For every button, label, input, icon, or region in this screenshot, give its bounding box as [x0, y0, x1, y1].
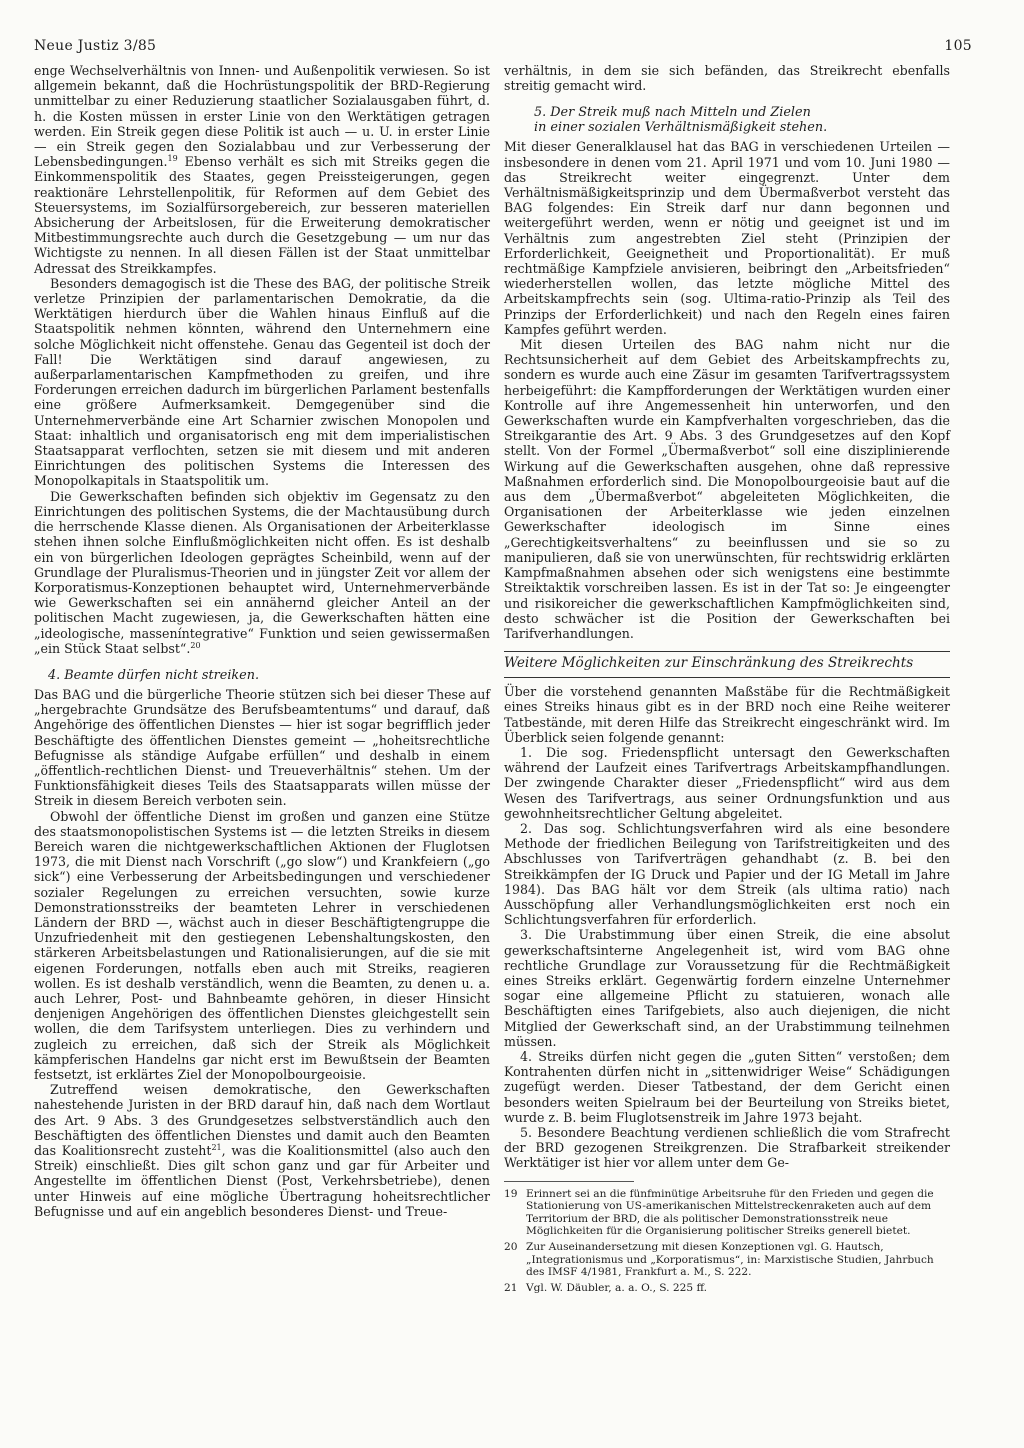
paragraph: Zutreffend weisen demokratische, den Gewerkschaften nahestehende Juristen in der BRD darauf hin, daß nach dem Wortlaut des Art. 9 Abs. 3 des Grundgesetzes selbstverständlich auch den Beschäftigten des öffentlichen Dienstes und damit auch den Beamten das Koalitionsrecht zusteht$^{21}$, was die Koalitionsmittel (also auch den Streik) einschließt. Dies gilt schon ganz und gar für Arbeiter und Angestellte im öffentlichen Dienst (Post, Verkehrsbetriebe), denen unter Hinweis auf eine mögliche Übertragung hoheitsrechtlicher Befugnisse und auf ein angeblich besonderes Dienst- und Treue- — [34, 1082, 490, 1219]
list-item: 3. Die Urabstimmung über einen Streik, die eine absolut gewerkschaftsinterne Angelegenheit ist, wird vom BAG ohne rechtliche Grundlage zur Voraussetzung für die Rechtmäßigkeit eines Streiks erklärt. Gegenwärtig fordern einzelne Unternehmer sogar eine allgemeine Pflicht zu statuieren, wonach alle Beschäftigten eines Tarifgebiets, also auch diejenigen, die nicht Mitglied der Gewerkschaft sind, an der Urabstimmung teilnehmen müssen. — [504, 927, 950, 1049]
footnote-ref[interactable]: 21 — [211, 1142, 222, 1152]
subheading-4: 4. Beamte dürfen nicht streiken. — [48, 667, 260, 683]
paragraph: Besonders demagogisch ist die These des BAG, der politische Streik verletze Prinzipien der parlamentarischen Demokratie, da die Werktätigen hierdurch über die Wahlen hinaus Einfluß auf die Staatspolitik nehmen könnten, während den Unternehmern eine solche Möglichkeit nicht offenstehe. Genau das Gegenteil ist doch der Fall! Die Werktätigen sind darauf angewiesen, zu außerparlamentarischen Kampfmethoden zu greifen, und ihre Forderungen erreichen dadurch im bürgerlichen Parlament bestenfalls eine größere Aufmerksamkeit. Demgegenüber sind die Unternehmerverbände eine Art Scharnier zwischen Monopolen und Staat: inhaltlich und organisatorisch eng mit dem imperialistischen Staatsapparat verflochten, setzen sie mit diesem und mit anderen Einrichtungen des politischen Systems die Interessen des Monopolkapitals in Staatspolitik um. — [34, 275, 490, 489]
list-item: 1. Die sog. Friedenspflicht untersagt den Gewerkschaften während der Laufzeit eines Tarifvertrags Arbeitskampfhandlungen. Der zwingende Charakter dieser „Friedenspflicht“ wird aus dem Wesen des Tarifvertrags, aus seiner Ordnungsfunktion und aus gewohnheitsrechtlicher Geltung abgeleitet. — [504, 744, 950, 821]
paragraph: verhältnis, in dem sie sich befänden, das Streikrecht ebenfalls streitig gemacht wird. — [504, 63, 950, 94]
paragraph: enge Wechselverhältnis von Innen- und Außenpolitik verwiesen. So ist allgemein bekannt, daß die Hochrüstungspolitik der BRD-Regierung unmittelbar zu einer Reduzierung staatlicher Sozialausgaben führt, d. h. die Kosten müssen in erster Linie von den Werktätigen getragen werden. Ein Streik gegen diese Politik ist auch — u. U. in erster Linie — ein Streik gegen den Sozialabbau und zur Verbesserung der Lebensbedingungen.$^{19}$ Ebenso verhält es sich mit Streiks gegen die Einkommenspolitik des Staates, gegen Preissteigerungen, gegen reaktionäre Lehrstellenpolitik, für Reformen auf dem Gebiet des Steuersystems, im Sozialfürsorgebereich, zur besseren materiellen Absicherung der Arbeitslosen, für die Erweiterung demokratischer Mitbestimmungsrechte auch durch die Gesetzgebung — um nur das Wichtigste zu nennen. In all diesen Fällen ist der Staat unmittelbar Adressat des Streikkampfes. — [34, 63, 490, 276]
footnote-divider — [504, 1181, 634, 1182]
footnote: 19 Erinnert sei an die fünfminütige Arbeitsruhe für den Frieden und gegen die Stationierung von US-amerikanischen Mittelstreckenraketen auch auf dem Territorium der BRD, die als politischer Demonstrationsstreik neue Möglichkeiten für die Organisierung politischer Streiks generell bietet. — [504, 1187, 934, 1238]
section-divider — [504, 677, 950, 678]
section-divider — [504, 651, 950, 652]
paragraph: Die Gewerkschaften befinden sich objektiv im Gegensatz zu den Einrichtungen des politischen Systems, die der Machtausübung durch die herrschende Klasse dienen. Als Organisationen der Arbeiterklasse stehen ihnen solche Einflußmöglichkeiten nicht offen. Es ist deshalb ein von bürgerlichen Ideologen geprägtes Scheinbild, wenn auf der Grundlage der Pluralismus-Theorien und in jüngster Zeit vor allem der Korporatismus-Konzeptionen behauptet wird, Unternehmerverbände wie Gewerkschaften sei ein annähernd gleicher Anteil an der politischen Macht zugewiesen, ja, die Gewerkschaften hätten eine „ideologische, masseníntegrative“ Funktion und seien gewissermaßen „ein Stück Staat selbst“.$^{20}$ — [34, 488, 490, 656]
footnote-ref[interactable]: 19 — [167, 154, 178, 164]
list-item: 5. Besondere Beachtung verdienen schließlich die vom Strafrecht der BRD gezogenen Streikgrenzen. Die Strafbarkeit streikender Werktätiger ist hier vor allem unter dem Ge- — [504, 1125, 950, 1171]
subheading-5: 5. Der Streik muß nach Mitteln und Zielen in einer sozialen Verhältnismäßigkeit stehen. — [534, 105, 828, 136]
right-column — [504, 63, 950, 1297]
running-header-journal: Neue Justiz 3/85 — [34, 38, 157, 54]
page-number: 105 — [944, 38, 972, 54]
footnote: 21 Vgl. W. Däubler, a. a. O., S. 225 ff. — [504, 1281, 708, 1294]
section-title: Weitere Möglichkeiten zur Einschränkung des Streikrechts — [504, 655, 914, 672]
list-item: 4. Streiks dürfen nicht gegen die „guten Sitten“ verstoßen; dem Kontrahenten dürfen nicht in „sittenwidriger Weise“ Schädigungen zugefügt werden. Dieser Tatbestand, der dem Gericht einen besonders weiten Spielraum bei der Beurteilung von Streiks bietet, wurde z. B. beim Fluglotsenstreik im Jahre 1973 bejaht. — [504, 1048, 950, 1125]
paragraph: Über die vorstehend genannten Maßstäbe für die Rechtmäßigkeit eines Streiks hinaus gibt es in der BRD noch eine Reihe weiterer Tatbestände, mit deren Hilfe das Streikrecht eingeschränkt wird. Im Überblick seien folgende genannt: — [504, 684, 950, 745]
paragraph: Mit dieser Generalklausel hat das BAG in verschiedenen Urteilen — insbesondere in denen vom 21. April 1971 und vom 10. Juni 1980 — das Streikrecht weiter eingegrenzt. Unter dem Verhältnismäßigkeitsprinzip und dem Übermaßverbot versteht das BAG folgendes: Ein Streik darf nur dann begonnen und weitergeführt werden, wenn er nötig und geeignet ist und im Verhältnis zum angestrebten Ziel steht (Prinzipien der Erforderlichkeit, Geeignetheit und Proportionalität). Er muß rechtmäßige Kampfziele anvisieren, beibringt den „Arbeitsfrieden“ wiederherstellen wollen, das letzte mögliche Mittel des Arbeitskampfrechts sein (sog. Ultima-ratio-Prinzip als Teil des Prinzips der Erforderlichkeit) und nach den Regeln eines fairen Kampfes geführt werden. — [504, 139, 950, 337]
footnote-ref[interactable]: 20 — [190, 640, 201, 650]
footnotes — [504, 1188, 950, 1295]
left-column — [34, 63, 490, 1219]
footnote: 20 Zur Auseinandersetzung mit diesen Konzeptionen vgl. G. Hautsch, „Integrationismus und „Korporatismus“, in: Marxistische Studien, Jahrbuch des IMSF 4/1981, Frankfurt a. M., S. 222. — [504, 1240, 934, 1279]
paragraph: Mit diesen Urteilen des BAG nahm nicht nur die Rechtsunsicherheit auf dem Gebiet des Arbeitskampfrechts zu, sondern es wurde auch eine Zäsur im gesamten Tarifvertragssystem herbeigeführt: die Kampfforderungen der Werktätigen wurden einer Kontrolle auf ihre Angemessenheit hin unterworfen, und den Gewerkschaften wurde ein Kampfverhalten vorgeschrieben, das die Streikgarantie des Art. 9 Abs. 3 des Grundgesetzes auf den Kopf stellt. Von der Formel „Übermaßverbot“ soll eine disziplinierende Wirkung auf die Gewerkschaften ausgehen, ohne daß repressive Maßnahmen erforderlich sind. Die Monopolbourgeoisie baut auf die aus dem „Übermaßverbot“ abgeleiteten Möglichkeiten, die Organisationen der Arbeiterklasse wie jeden einzelnen Gewerkschafter ideologisch im Sinne eines „Gerechtigkeitsverhaltens“ zu beeinflussen und sie so zu manipulieren, daß sie von unerwünschten, für rechtswidrig erklärten Kampfmaßnahmen absehen oder sich wenigstens eine bestimmte Streiktaktik vorschreiben lassen. Es ist in der Tat so: Je eingeengter und risikoreicher die gewerkschaftlichen Kampfmöglichkeiten sind, desto schwächer ist die Position der Gewerkschaften bei Tarifverhandlungen. — [504, 337, 950, 641]
paragraph: Das BAG und die bürgerliche Theorie stützen sich bei dieser These auf „hergebrachte Grundsätze des Berufsbeamtentums“ und darauf, daß Angehörige des öffentlichen Dienstes — hier ist sogar begrifflich jeder Beschäftigte des öffentlichen Dienstes gemeint — „hoheitsrechtliche Befugnisse als ständige Aufgabe erfüllen“ und deshalb in einem „öffentlich-rechtlichen Dienst- und Treueverhältnis“ stehen. Um der Funktionsfähigkeit dieses Teils des Staatsapparats willen müsse der Streik in diesem Bereich verboten sein. — [34, 686, 490, 809]
list-item: 2. Das sog. Schlichtungsverfahren wird als eine besondere Methode der friedlichen Beilegung von Tarifstreitigkeiten und des Abschlusses von Tarifverträgen gehandhabt (z. B. bei den Streikkämpfen der IG Druck und Papier und der IG Metall im Jahre 1984). Das BAG hält vor dem Streik (als ultima ratio) nach Ausschöpfung aller Verhandlungsmöglichkeiten erst noch ein Schlichtungsverfahren für erforderlich. — [504, 820, 950, 928]
paragraph: Obwohl der öffentliche Dienst im großen und ganzen eine Stütze des staatsmonopolistischen Systems ist — die letzten Streiks in diesem Bereich waren die nichtgewerkschaftlichen Aktionen der Fluglotsen 1973, die mit Dienst nach Vorschrift („go slow“) und Krankfeiern („go sick“) eine Verbesserung der Arbeitsbedingungen und verschiedener sozialer Regelungen zu erreichen versuchten, sowie kurze Demonstrationsstreiks der beamteten Lehrer in verschiedenen Ländern der BRD —, wächst auch in dieser Beschäftigtengruppe die Unzufriedenheit mit den gestiegenen Lebenshaltungskosten, den stärkeren Arbeitsbelastungen und Rationalisierungen, auf die sie mit eigenen Forderungen, notfalls eben auch mit Streiks, reagieren wollen. Es ist deshalb verständlich, wenn die Beamten, zu denen u. a. auch Lehrer, Post- und Bahnbeamte gehören, in dieser Hinsicht denjenigen Angehörigen des öffentlichen Dienstes gleichgestellt sein wollen, die dem Tarifsystem unterliegen. Dies zu verhindern und zugleich zu erreichen, daß sich der Streik als Möglichkeit kämpferischen Handelns gar nicht erst im Bewußtsein der Beamten festsetzt, ist erklärtes Ziel der Monopolbourgeoisie. — [34, 808, 490, 1082]
